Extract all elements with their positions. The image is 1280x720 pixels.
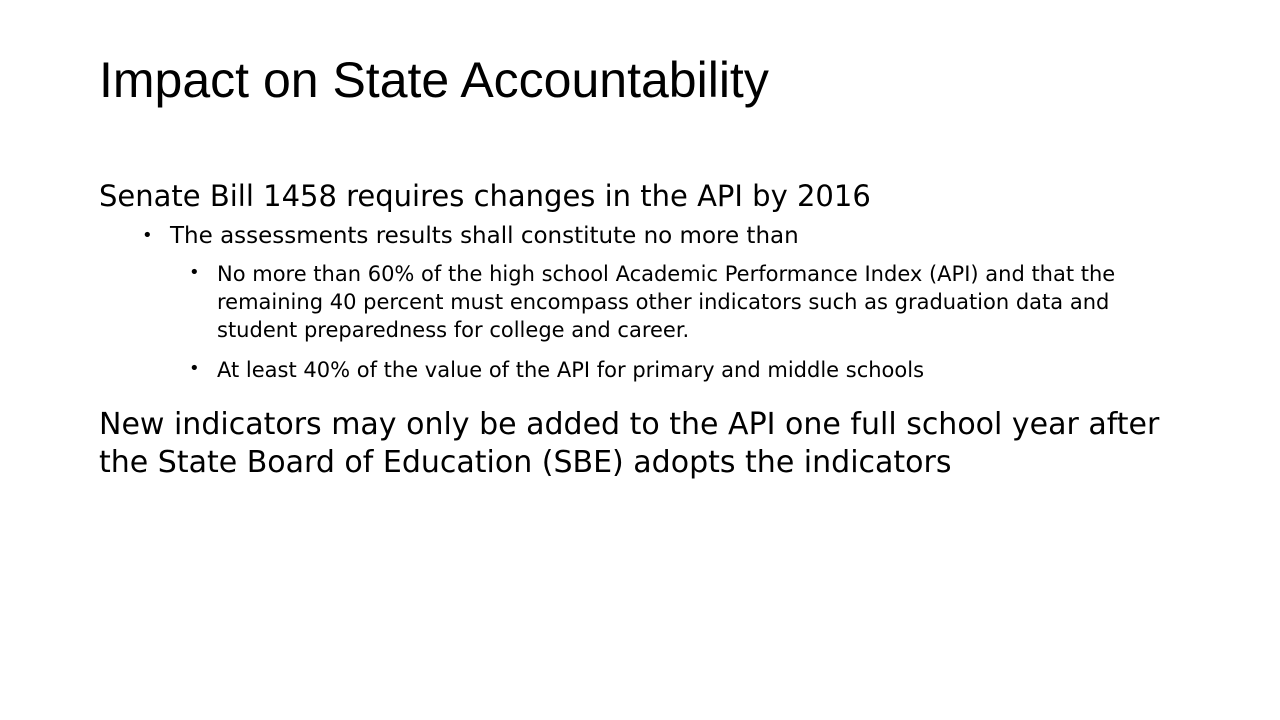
level3-point — [189, 356, 1157, 384]
level2-text: The assessments results shall constitute no more than — [170, 223, 799, 249]
level3-text: At least 40% of the value of the API for primary and middle schools — [217, 358, 925, 382]
level1-point: Senate Bill 1458 requires changes in the API by 2016 — [99, 179, 871, 213]
bullet-dot-icon: • — [142, 225, 153, 246]
level2-point — [142, 221, 1239, 251]
slide-body — [99, 178, 1239, 482]
level3-text: No more than 60% of the high school Academic Performance Index (API) and that the remaining 40 percent must encompass other indicators such as graduation data and student preparedness for college and career. — [217, 262, 1116, 342]
bullet-dot-icon: • — [189, 262, 200, 283]
bullet-dot-icon: • — [189, 358, 200, 379]
slide-title: Impact on State Accountability — [99, 52, 769, 108]
level3-point — [189, 260, 1157, 344]
level1-point: New indicators may only be added to the API one full school year after the State Board of Education (SBE) adopts the indicators — [99, 407, 1160, 480]
